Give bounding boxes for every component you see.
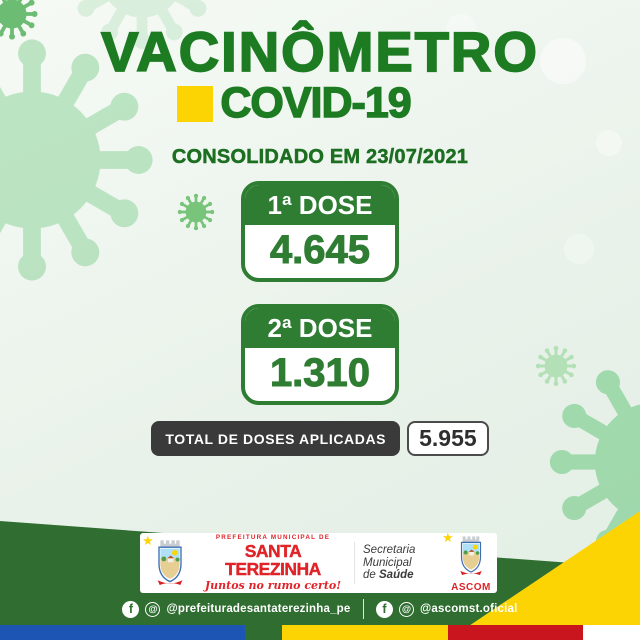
page-title: VACINÔMETRO bbox=[101, 20, 539, 83]
dose-1-card bbox=[241, 181, 399, 282]
stripe-yellow bbox=[282, 625, 448, 640]
bokeh-dot bbox=[564, 234, 594, 264]
facebook-icon: f bbox=[122, 601, 139, 618]
prefeitura-block bbox=[197, 535, 349, 591]
ascom-block bbox=[442, 529, 494, 593]
consolidated-date: CONSOLIDADO EM 23/07/2021 bbox=[171, 146, 469, 168]
secretaria-line-2: Municipal bbox=[363, 556, 412, 569]
ascom-handle: @ascomst.oficial bbox=[420, 603, 518, 615]
secretaria-block bbox=[360, 544, 443, 582]
coronavirus-illustration-small-left bbox=[176, 192, 216, 232]
dose-1-value: 4.645 bbox=[269, 228, 371, 272]
total-label: TOTAL DE DOSES APLICADAS bbox=[151, 421, 400, 456]
dose-2-value: 1.310 bbox=[269, 351, 371, 395]
star-icon: ★ bbox=[442, 529, 454, 545]
total-row bbox=[0, 421, 640, 456]
subtitle: COVID-19 bbox=[220, 79, 411, 127]
dose-2-card bbox=[241, 304, 399, 405]
footer-divider bbox=[354, 542, 355, 584]
yellow-square-icon bbox=[177, 86, 213, 122]
prefeitura-tagline: Juntos no rumo certo! bbox=[204, 579, 342, 593]
total-value: 5.955 bbox=[407, 421, 489, 456]
star-icon: ★ bbox=[142, 533, 154, 548]
social-prefeitura bbox=[122, 601, 350, 618]
instagram-at-icon: @ bbox=[399, 602, 414, 617]
dose-2-label: 2ª DOSE bbox=[245, 308, 395, 348]
prefeitura-supertitle: PREFEITURA MUNICIPAL DE bbox=[215, 533, 331, 541]
footer-logos-card bbox=[140, 529, 497, 593]
dose-1-label: 1ª DOSE bbox=[245, 185, 395, 225]
facebook-icon: f bbox=[376, 601, 393, 618]
subtitle-row bbox=[0, 79, 614, 127]
stripe-red bbox=[448, 625, 583, 640]
city-coat-of-arms bbox=[142, 533, 192, 589]
secretaria-line-3: de Saúde bbox=[363, 569, 414, 582]
social-ascom bbox=[376, 601, 518, 618]
stripe-white bbox=[583, 625, 640, 640]
secretaria-line-1: Secretaria bbox=[363, 544, 416, 557]
social-divider bbox=[363, 599, 365, 619]
social-row bbox=[0, 599, 640, 619]
ascom-label: ASCOM bbox=[451, 581, 491, 593]
stripe-blue bbox=[0, 625, 245, 640]
prefeitura-handle: @prefeituradesantaterezinha_pe bbox=[166, 603, 351, 615]
instagram-at-icon: @ bbox=[145, 602, 160, 617]
prefeitura-name: SANTA TEREZINHA bbox=[225, 541, 321, 579]
